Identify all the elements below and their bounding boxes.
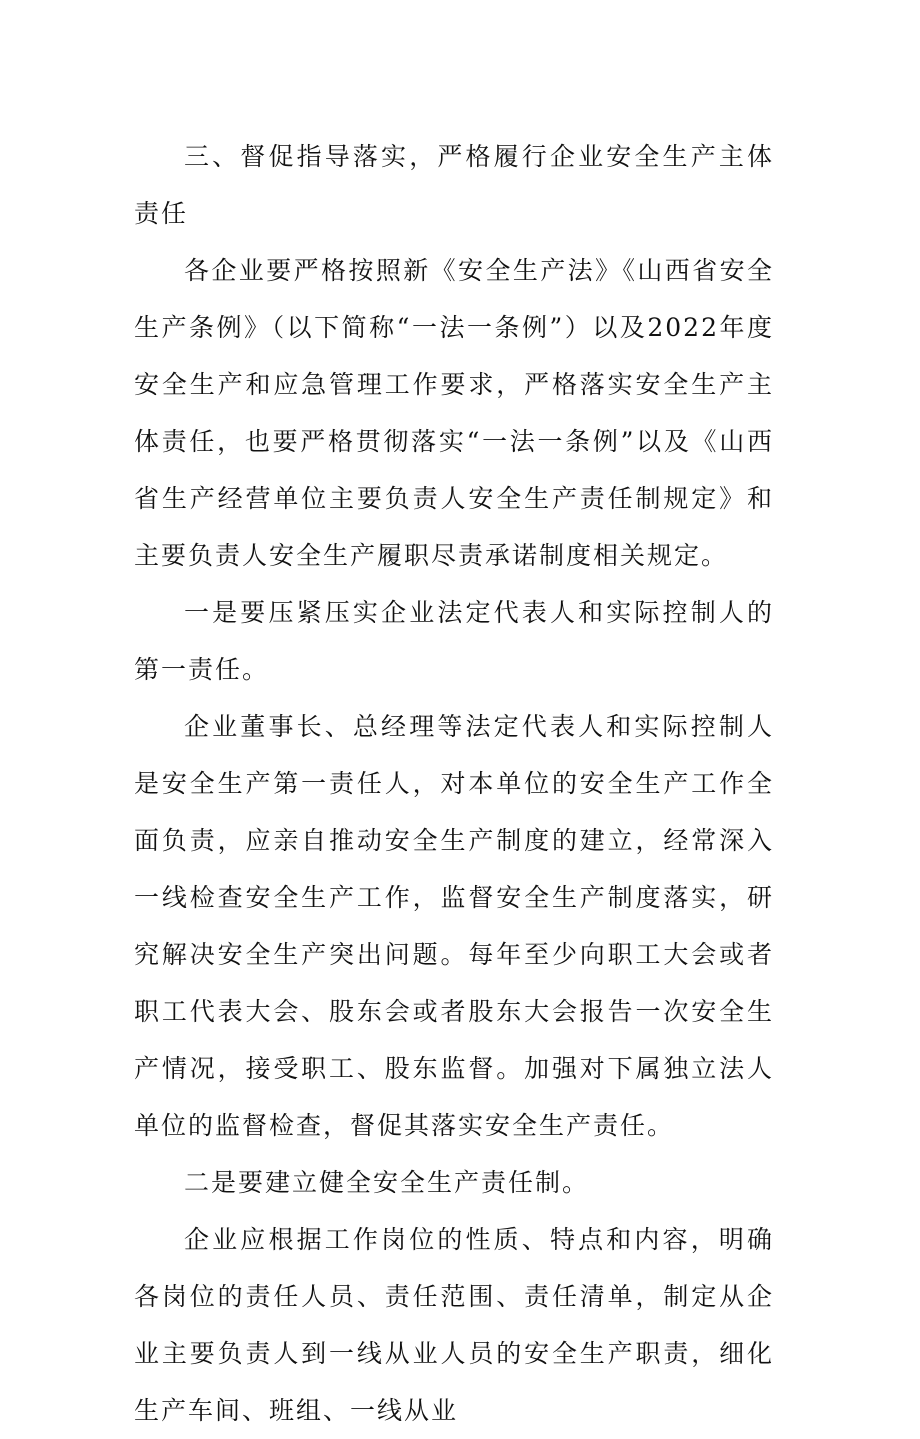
paragraph-intro: 各企业要严格按照新《安全生产法》《山西省安全生产条例》（以下简称“一法一条例”）以及2022年度安全生产和应急管理工作要求，严格落实安全生产主体责任，也要严格贯彻落实“一法一条例”以及《山西省生产经营单位主要负责人安全生产责任制规定》和主要负责人安全生产履职尽责承诺制度相关规定。 [134,256,774,570]
paragraph-responsibility-system: 企业应根据工作岗位的性质、特点和内容，明确各岗位的责任人员、责任范围、责任清单，制定从企业主要负责人到一线从业人员的安全生产职责，细化生产车间、班组、一线从业 [134,1225,774,1425]
subheading-responsibility-system: 二是要建立健全安全生产责任制。 [184,1168,590,1197]
document-body [134,128,774,1439]
subheading-first-responsibility: 一是要压紧压实企业法定代表人和实际控制人的第一责任。 [134,598,774,684]
paragraph-first-responsibility: 企业董事长、总经理等法定代表人和实际控制人是安全生产第一责任人，对本单位的安全生产工作全面负责，应亲自推动安全生产制度的建立，经常深入一线检查安全生产工作，监督安全生产制度落实，研究解决安全生产突出问题。每年至少向职工大会或者职工代表大会、股东会或者股东大会报告一次安全生产情况，接受职工、股东监督。加强对下属独立法人单位的监督检查，督促其落实安全生产责任。 [134,712,774,1140]
section-heading-3: 三、督促指导落实，严格履行企业安全生产主体责任 [134,142,774,228]
